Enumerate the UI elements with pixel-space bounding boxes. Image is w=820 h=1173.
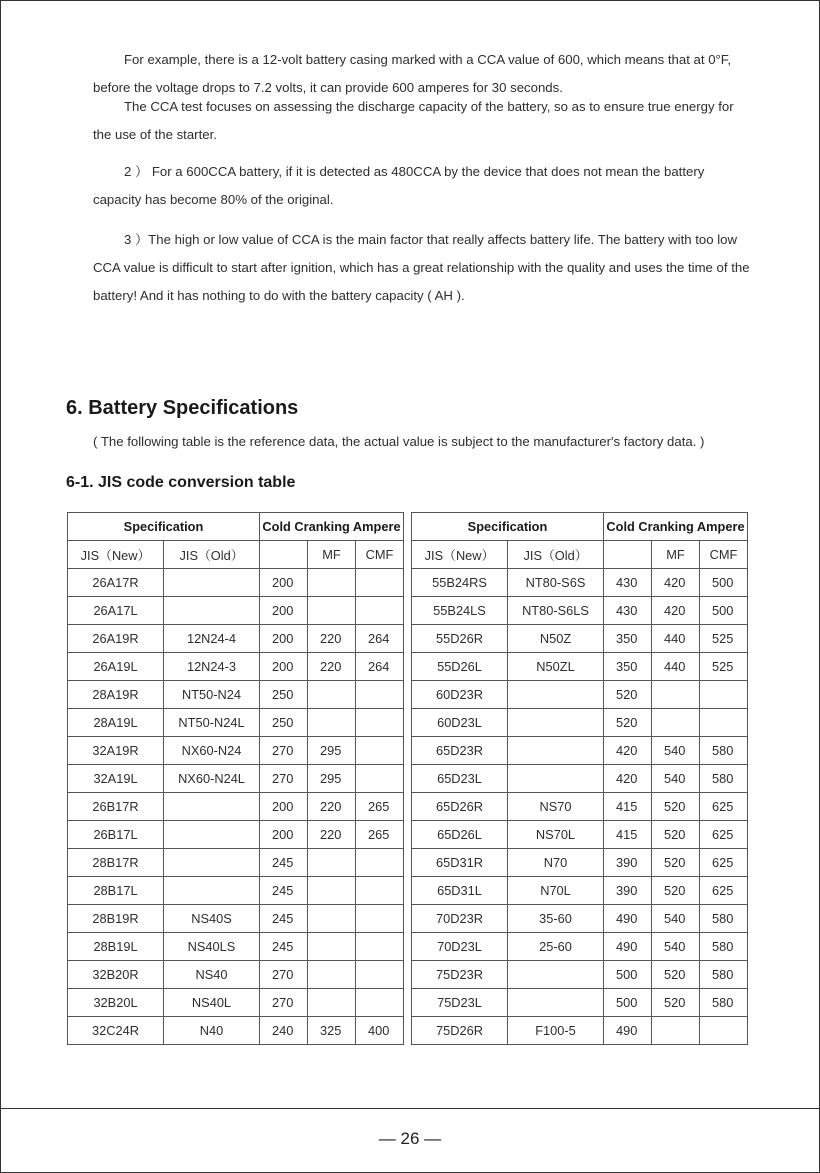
cell-mf: 440 <box>652 625 700 653</box>
cell-cca: 200 <box>260 653 308 681</box>
cell-mf: 420 <box>652 597 700 625</box>
cell-cmf: 400 <box>356 1017 404 1045</box>
cell-cmf <box>356 989 404 1017</box>
cell-jis-new: 26A17R <box>68 569 164 597</box>
table-row <box>68 933 404 961</box>
cell-jis-new: 26B17R <box>68 793 164 821</box>
table-row <box>68 625 404 653</box>
section-title: 6. Battery Specifications <box>66 397 299 419</box>
table-row <box>68 737 404 765</box>
cell-mf <box>308 681 356 709</box>
cell-jis-old <box>164 849 260 877</box>
cell-cca: 490 <box>604 905 652 933</box>
header-cmf: CMF <box>356 541 404 569</box>
cell-jis-new: 70D23L <box>412 933 508 961</box>
cell-jis-old: 12N24-4 <box>164 625 260 653</box>
table-row <box>412 793 748 821</box>
cell-cmf <box>700 1017 748 1045</box>
footer-divider <box>1 1108 819 1109</box>
cell-mf: 520 <box>652 821 700 849</box>
cell-cmf: 625 <box>700 821 748 849</box>
cell-jis-old: NX60-N24 <box>164 737 260 765</box>
cell-cca: 430 <box>604 569 652 597</box>
cell-jis-old <box>164 821 260 849</box>
cell-cca: 245 <box>260 877 308 905</box>
cell-cmf <box>356 877 404 905</box>
table-row <box>68 793 404 821</box>
cell-mf <box>652 709 700 737</box>
table-row <box>412 849 748 877</box>
cell-mf: 540 <box>652 933 700 961</box>
header-cca-blank <box>260 541 308 569</box>
cell-mf: 540 <box>652 765 700 793</box>
cell-mf: 520 <box>652 877 700 905</box>
cell-mf: 220 <box>308 653 356 681</box>
table-row <box>68 821 404 849</box>
cell-cca: 200 <box>260 569 308 597</box>
cell-jis-old: NS40 <box>164 961 260 989</box>
table-row <box>68 681 404 709</box>
cell-cca: 250 <box>260 709 308 737</box>
cell-jis-new: 55B24LS <box>412 597 508 625</box>
header-mf: MF <box>652 541 700 569</box>
cell-cca: 500 <box>604 989 652 1017</box>
header-jis-new: JIS（New） <box>68 541 164 569</box>
cell-mf <box>308 849 356 877</box>
page-number: — 26 — <box>378 1129 442 1148</box>
cell-cmf: 580 <box>700 961 748 989</box>
header-jis-new: JIS（New） <box>412 541 508 569</box>
cell-mf: 520 <box>652 793 700 821</box>
cell-cca: 250 <box>260 681 308 709</box>
table-row <box>412 933 748 961</box>
cell-jis-old: N50Z <box>508 625 604 653</box>
cell-cca: 245 <box>260 905 308 933</box>
paragraph-point-3 <box>93 226 755 310</box>
cell-jis-old <box>508 989 604 1017</box>
cell-cmf <box>356 765 404 793</box>
header-cca-blank <box>604 541 652 569</box>
table-row <box>412 737 748 765</box>
cell-cmf <box>356 933 404 961</box>
cell-mf: 540 <box>652 905 700 933</box>
table-row <box>412 653 748 681</box>
cell-cmf <box>700 709 748 737</box>
header-mf: MF <box>308 541 356 569</box>
cell-jis-new: 70D23R <box>412 905 508 933</box>
cell-jis-old: NS70 <box>508 793 604 821</box>
cell-jis-new: 65D23L <box>412 765 508 793</box>
cell-jis-old: 25-60 <box>508 933 604 961</box>
cell-cca: 350 <box>604 625 652 653</box>
cell-jis-new: 32A19L <box>68 765 164 793</box>
paragraph-text: The CCA test focuses on assessing the discharge capacity of the battery, so as to ensure true energy for the use of the starter. <box>93 99 734 142</box>
cell-jis-new: 65D23R <box>412 737 508 765</box>
cell-cmf: 265 <box>356 793 404 821</box>
cell-cca: 350 <box>604 653 652 681</box>
cell-jis-old: N50ZL <box>508 653 604 681</box>
paragraph-text: 2 ） For a 600CCA battery, if it is detected as 480CCA by the device that does not mean the battery capacity has become 80% of the original. <box>93 164 705 207</box>
cell-cca: 520 <box>604 709 652 737</box>
cell-mf <box>308 961 356 989</box>
cell-cca: 270 <box>260 961 308 989</box>
cell-cmf: 625 <box>700 849 748 877</box>
cell-jis-old: NT80-S6S <box>508 569 604 597</box>
table-row <box>68 877 404 905</box>
cell-cmf: 625 <box>700 877 748 905</box>
cell-mf <box>308 933 356 961</box>
cell-mf: 440 <box>652 653 700 681</box>
cell-jis-new: 26B17L <box>68 821 164 849</box>
table-row <box>412 877 748 905</box>
cell-jis-old: N70 <box>508 849 604 877</box>
cell-jis-old: N40 <box>164 1017 260 1045</box>
table-row <box>412 681 748 709</box>
header-cold-cranking-ampere: Cold Cranking Ampere <box>260 513 404 541</box>
cell-cca: 200 <box>260 793 308 821</box>
cell-jis-old <box>508 681 604 709</box>
table-row <box>412 961 748 989</box>
cell-cmf <box>356 961 404 989</box>
cell-mf <box>308 989 356 1017</box>
cell-jis-new: 55D26L <box>412 653 508 681</box>
table-row <box>68 569 404 597</box>
cell-cmf: 580 <box>700 905 748 933</box>
cell-jis-new: 28B19L <box>68 933 164 961</box>
cell-cmf <box>700 681 748 709</box>
cell-jis-old: NT80-S6LS <box>508 597 604 625</box>
cell-jis-new: 65D31R <box>412 849 508 877</box>
cell-jis-new: 60D23R <box>412 681 508 709</box>
header-specification: Specification <box>412 513 604 541</box>
cell-mf: 540 <box>652 737 700 765</box>
cell-jis-old: NS70L <box>508 821 604 849</box>
cell-mf <box>308 569 356 597</box>
cell-cmf: 580 <box>700 737 748 765</box>
cell-cca: 270 <box>260 737 308 765</box>
table-row <box>412 1017 748 1045</box>
table-body <box>68 569 404 1045</box>
cell-cmf: 500 <box>700 597 748 625</box>
cell-cca: 420 <box>604 765 652 793</box>
cell-mf: 420 <box>652 569 700 597</box>
cell-jis-new: 65D26R <box>412 793 508 821</box>
reference-note: ( The following table is the reference data, the actual value is subject to the manufacturer's factory data. ) <box>93 434 705 449</box>
jis-table-right <box>411 512 748 1045</box>
table-row <box>412 821 748 849</box>
cell-jis-old <box>164 793 260 821</box>
table-row <box>68 653 404 681</box>
table-row <box>412 765 748 793</box>
table-body <box>412 569 748 1045</box>
cell-cca: 490 <box>604 1017 652 1045</box>
cell-cmf: 265 <box>356 821 404 849</box>
cell-jis-new: 32B20R <box>68 961 164 989</box>
cell-jis-old <box>164 877 260 905</box>
paragraph-point-2 <box>93 158 755 214</box>
table-subheader-row <box>68 541 404 569</box>
table-row <box>68 961 404 989</box>
cell-mf <box>308 905 356 933</box>
cell-jis-new: 28A19L <box>68 709 164 737</box>
table-row <box>68 849 404 877</box>
cell-cmf: 580 <box>700 765 748 793</box>
cell-jis-old <box>164 597 260 625</box>
cell-cca: 240 <box>260 1017 308 1045</box>
cell-jis-old: NX60-N24L <box>164 765 260 793</box>
cell-mf: 295 <box>308 737 356 765</box>
cell-cca: 390 <box>604 849 652 877</box>
cell-cca: 415 <box>604 793 652 821</box>
cell-cmf <box>356 681 404 709</box>
cell-mf <box>652 1017 700 1045</box>
cell-jis-new: 28B17L <box>68 877 164 905</box>
cell-cca: 270 <box>260 765 308 793</box>
cell-cca: 245 <box>260 849 308 877</box>
table-row <box>412 989 748 1017</box>
paragraph-text: For example, there is a 12-volt battery casing marked with a CCA value of 600, which means that at 0°F, before the voltage drops to 7.2 volts, it can provide 600 amperes for 30 seconds. <box>93 52 732 95</box>
cell-cca: 390 <box>604 877 652 905</box>
cell-jis-old <box>508 737 604 765</box>
header-jis-old: JIS（Old） <box>508 541 604 569</box>
table-row <box>412 625 748 653</box>
cell-jis-new: 26A17L <box>68 597 164 625</box>
cell-cmf <box>356 597 404 625</box>
cell-jis-old <box>508 709 604 737</box>
cell-mf: 295 <box>308 765 356 793</box>
jis-table-left <box>67 512 404 1045</box>
cell-cca: 270 <box>260 989 308 1017</box>
cell-cmf: 525 <box>700 625 748 653</box>
cell-jis-old: 12N24-3 <box>164 653 260 681</box>
cell-cmf <box>356 709 404 737</box>
table-row <box>412 905 748 933</box>
cell-mf: 220 <box>308 821 356 849</box>
cell-jis-new: 26A19R <box>68 625 164 653</box>
cell-jis-old: 35-60 <box>508 905 604 933</box>
cell-cca: 430 <box>604 597 652 625</box>
cell-mf <box>308 877 356 905</box>
table-row <box>68 765 404 793</box>
table-row <box>68 709 404 737</box>
table-subtitle: 6-1. JIS code conversion table <box>66 474 296 491</box>
table-row <box>68 597 404 625</box>
cell-cmf: 525 <box>700 653 748 681</box>
cell-cca: 520 <box>604 681 652 709</box>
cell-cca: 245 <box>260 933 308 961</box>
paragraph-text: 3 ）The high or low value of CCA is the main factor that really affects battery life. The battery with too low CCA value is difficult to start after ignition, which has a great relationship with the quality and uses the time of the battery! And it has nothing to do with the battery capacity ( AH ). <box>93 232 750 303</box>
cell-cmf <box>356 905 404 933</box>
cell-jis-old: NS40S <box>164 905 260 933</box>
cell-mf: 220 <box>308 793 356 821</box>
table-header-row <box>68 513 404 541</box>
cell-cmf <box>356 569 404 597</box>
cell-cmf: 625 <box>700 793 748 821</box>
cell-jis-old: NS40L <box>164 989 260 1017</box>
table-row <box>412 597 748 625</box>
cell-jis-old: N70L <box>508 877 604 905</box>
cell-cmf <box>356 849 404 877</box>
cell-jis-new: 28A19R <box>68 681 164 709</box>
cell-jis-new: 28B17R <box>68 849 164 877</box>
cell-cca: 200 <box>260 597 308 625</box>
cell-cmf: 264 <box>356 625 404 653</box>
cell-jis-old: F100-5 <box>508 1017 604 1045</box>
header-specification: Specification <box>68 513 260 541</box>
cell-mf <box>308 709 356 737</box>
cell-jis-old: NS40LS <box>164 933 260 961</box>
header-cold-cranking-ampere: Cold Cranking Ampere <box>604 513 748 541</box>
cell-cmf: 580 <box>700 933 748 961</box>
cell-jis-new: 75D23R <box>412 961 508 989</box>
cell-cmf <box>356 737 404 765</box>
cell-jis-old: NT50-N24 <box>164 681 260 709</box>
cell-jis-new: 26A19L <box>68 653 164 681</box>
table-header-row <box>412 513 748 541</box>
cell-jis-new: 55D26R <box>412 625 508 653</box>
cell-jis-new: 75D26R <box>412 1017 508 1045</box>
table-row <box>412 709 748 737</box>
table-row <box>68 905 404 933</box>
cell-jis-new: 75D23L <box>412 989 508 1017</box>
cell-cmf: 580 <box>700 989 748 1017</box>
table-subheader-row <box>412 541 748 569</box>
cell-cca: 500 <box>604 961 652 989</box>
cell-mf <box>652 681 700 709</box>
cell-mf: 520 <box>652 849 700 877</box>
cell-cca: 415 <box>604 821 652 849</box>
cell-cmf: 264 <box>356 653 404 681</box>
cell-mf: 520 <box>652 961 700 989</box>
cell-jis-new: 60D23L <box>412 709 508 737</box>
cell-jis-new: 65D26L <box>412 821 508 849</box>
cell-jis-new: 55B24RS <box>412 569 508 597</box>
paragraph-cca-test <box>93 93 755 149</box>
cell-cca: 200 <box>260 625 308 653</box>
cell-cca: 200 <box>260 821 308 849</box>
cell-jis-new: 32C24R <box>68 1017 164 1045</box>
cell-mf <box>308 597 356 625</box>
cell-jis-new: 32A19R <box>68 737 164 765</box>
table-row <box>412 569 748 597</box>
cell-mf: 220 <box>308 625 356 653</box>
cell-mf: 520 <box>652 989 700 1017</box>
table-row <box>68 989 404 1017</box>
cell-cca: 420 <box>604 737 652 765</box>
cell-jis-old <box>164 569 260 597</box>
cell-jis-old: NT50-N24L <box>164 709 260 737</box>
cell-cca: 490 <box>604 933 652 961</box>
cell-jis-new: 32B20L <box>68 989 164 1017</box>
header-cmf: CMF <box>700 541 748 569</box>
cell-jis-old <box>508 765 604 793</box>
cell-cmf: 500 <box>700 569 748 597</box>
cell-mf: 325 <box>308 1017 356 1045</box>
header-jis-old: JIS（Old） <box>164 541 260 569</box>
cell-jis-new: 65D31L <box>412 877 508 905</box>
table-row <box>68 1017 404 1045</box>
cell-jis-new: 28B19R <box>68 905 164 933</box>
cell-jis-old <box>508 961 604 989</box>
